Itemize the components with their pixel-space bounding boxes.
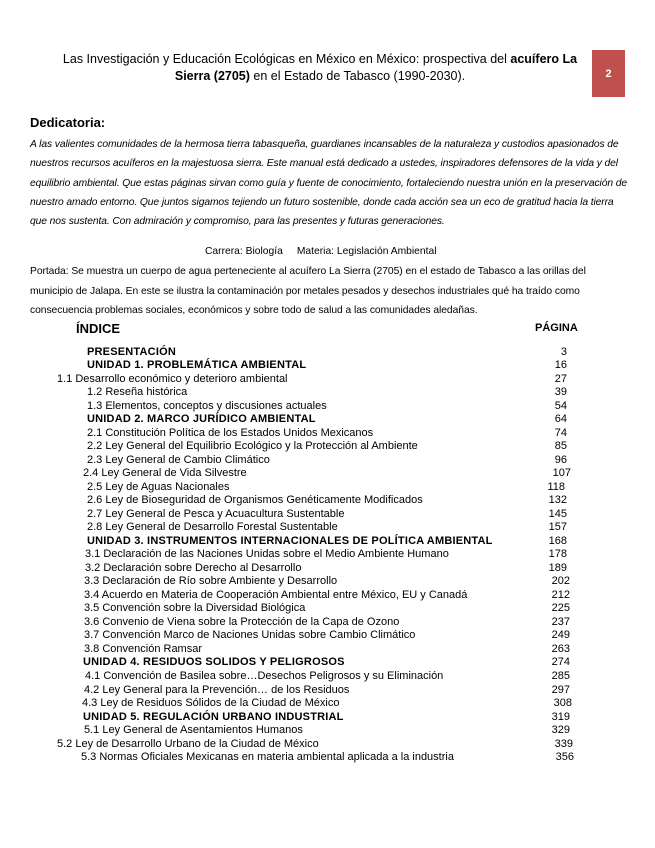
- cover-description: Portada: Se muestra un cuerpo de agua perteneciente al acuífero La Sierra (2705) en el estado de Tabasco a las orillas del municipio de Jalapa. En este se ilustra la contaminación por metales pesados y desechos industriales qué ha traído como consecuencia problemas sociales, económicos y sobre todo de salud a las comunidades aledañas.: [30, 266, 586, 316]
- toc-entry: [0, 751, 655, 765]
- toc-entry-page: 237: [551, 616, 570, 628]
- dedication-text: A las valientes comunidades de la hermosa tierra tabasqueña, guardianes incansables de la naturaleza y custodios apasionados de nuestros recursos acuíferos en la majestuosa sierra. Este manual está dedicado a ustedes, inspiradores defensores de la vida y del equilibrio ambiental. Que estas páginas sirvan como guía y fuente de conocimiento, fortaleciendo nuestra unión en la preservación de nuestro amado entorno. Que juntos sigamos tejiendo un futuro sostenible, donde cada acción sea un eco de gratitud hacia la tierra que nos sustenta. Con admiración y compromiso, para las presentes y futuras generaciones.: [30, 139, 627, 228]
- toc-entry-page: 329: [551, 724, 570, 736]
- toc-entry: [0, 629, 655, 643]
- toc-entry-page: 339: [554, 738, 573, 750]
- dedication-heading: Dedicatoria:: [30, 115, 106, 130]
- toc-entry-page: 285: [551, 670, 570, 682]
- toc-entry-page: 189: [548, 562, 567, 574]
- toc-entry-label: UNIDAD 3. INSTRUMENTOS INTERNACIONALES DE POLÍTICA AMBIENTAL: [87, 535, 493, 547]
- document-title: [55, 51, 585, 85]
- toc-entry-label: PRESENTACIÓN: [87, 346, 176, 358]
- toc-entry-label: 2.5 Ley de Aguas Nacionales: [87, 481, 230, 493]
- toc-entry-label: 4.2 Ley General para la Prevención… de los Residuos: [84, 684, 350, 696]
- toc-entry-label: 3.1 Declaración de las Naciones Unidas sobre el Medio Ambiente Humano: [85, 548, 449, 560]
- toc-entry-page: 212: [551, 589, 570, 601]
- toc-entry-page: 16: [554, 359, 567, 371]
- toc-entry: [0, 575, 655, 589]
- toc-entry: [0, 413, 655, 427]
- toc-entry-label: 3.8 Convención Ramsar: [84, 643, 203, 655]
- toc-entry: [0, 400, 655, 414]
- toc-entry-label: 4.1 Convención de Basilea sobre…Desechos Peligrosos y su Eliminación: [85, 670, 444, 682]
- toc-entry: [0, 616, 655, 630]
- toc-entry: [0, 738, 655, 752]
- toc-entry-page: 27: [554, 373, 567, 385]
- toc-entry-label: 5.1 Ley General de Asentamientos Humanos: [84, 724, 303, 736]
- toc-entry-label: 5.2 Ley de Desarrollo Urbano de la Ciudad de México: [57, 738, 319, 750]
- toc-entry-page: 319: [551, 711, 570, 723]
- toc-entry-label: UNIDAD 2. MARCO JURÍDICO AMBIENTAL: [87, 413, 316, 425]
- toc-entry: [0, 373, 655, 387]
- toc-entry: [0, 548, 655, 562]
- toc-entry-page: 168: [548, 535, 567, 547]
- career-label: Carrera: Biología: [205, 246, 283, 257]
- toc-entry-label: 3.2 Declaración sobre Derecho al Desarrollo: [85, 562, 302, 574]
- subject-label: Materia: Legislación Ambiental: [296, 246, 437, 257]
- toc-entry: [0, 508, 655, 522]
- toc-entry-label: 2.1 Constitución Política de los Estados Unidos Mexicanos: [87, 427, 374, 439]
- toc-entry: [0, 602, 655, 616]
- toc-entry: [0, 440, 655, 454]
- career-subject-line: [205, 246, 437, 257]
- toc-entry-page: 274: [551, 656, 570, 668]
- page-number-badge: 2: [592, 50, 625, 97]
- toc-entry-page: 202: [551, 575, 570, 587]
- toc-entry: [0, 724, 655, 738]
- toc-entry: [0, 346, 655, 360]
- toc-entry-page: 107: [552, 467, 571, 479]
- title-text-start: Las Investigación y Educación Ecológicas en México en México: prospectiva del: [62, 52, 511, 66]
- toc-entry-label: 1.2 Reseña histórica: [87, 386, 188, 398]
- toc-entry-page: 178: [548, 548, 567, 560]
- toc-entry-page: 145: [548, 508, 567, 520]
- toc-entry-label: 3.5 Convención sobre la Diversidad Biológica: [84, 602, 306, 614]
- toc-entry-label: 2.2 Ley General del Equilibrio Ecológico y la Protección al Ambiente: [87, 440, 418, 452]
- toc-entry: [0, 467, 655, 481]
- toc-entry: [0, 589, 655, 603]
- toc-entry-label: UNIDAD 5. REGULACIÓN URBANO INDUSTRIAL: [83, 711, 344, 723]
- toc-entry-label: 3.7 Convención Marco de Naciones Unidas sobre Cambio Climático: [84, 629, 416, 641]
- toc-entry-page: 39: [554, 386, 567, 398]
- toc-entry-page: 263: [551, 643, 570, 655]
- toc-entry-label: 2.3 Ley General de Cambio Climático: [87, 454, 270, 466]
- toc-entry-page: 356: [555, 751, 574, 763]
- toc-entry: [0, 386, 655, 400]
- toc-entry-page: 64: [554, 413, 567, 425]
- toc-entry: [0, 670, 655, 684]
- toc-entry: [0, 684, 655, 698]
- toc-entry-page: 308: [553, 697, 572, 709]
- toc-entry: [0, 454, 655, 468]
- toc-entry: [0, 643, 655, 657]
- toc-entry-label: 1.3 Elementos, conceptos y discusiones actuales: [87, 400, 327, 412]
- toc-entry-page: 74: [554, 427, 567, 439]
- toc-entry-page: 297: [551, 684, 570, 696]
- toc-entry: [0, 562, 655, 576]
- toc-entry-page: 118: [547, 481, 565, 493]
- toc-entry: [0, 427, 655, 441]
- toc-entry-label: 2.8 Ley General de Desarrollo Forestal Sustentable: [87, 521, 338, 533]
- title-text-bold: acuífero La Sierra (2705): [174, 52, 578, 83]
- toc-entry-label: 3.4 Acuerdo en Materia de Cooperación Ambiental entre México, EU y Canadá: [84, 589, 468, 601]
- toc-entry-label: 3.3 Declaración de Río sobre Ambiente y Desarrollo: [84, 575, 338, 587]
- toc-entry-label: 3.6 Convenio de Viena sobre la Protección de la Capa de Ozono: [84, 616, 400, 628]
- toc-entry-page: 85: [554, 440, 567, 452]
- toc-entry-page: 132: [548, 494, 567, 506]
- toc-entry-label: 2.6 Ley de Bioseguridad de Organismos Genéticamente Modificados: [87, 494, 423, 506]
- toc-entry: [0, 697, 655, 711]
- toc-entry-label: 2.7 Ley General de Pesca y Acuacultura Sustentable: [87, 508, 345, 520]
- toc-entry: [0, 359, 655, 373]
- toc-entry-label: UNIDAD 4. RESIDUOS SOLIDOS Y PELIGROSOS: [83, 656, 345, 668]
- toc-entry: [0, 711, 655, 725]
- toc-entry: [0, 494, 655, 508]
- toc-entry-page: 3: [560, 346, 567, 358]
- toc-entry: [0, 521, 655, 535]
- title-text-end: en el Estado de Tabasco (1990-2030).: [249, 69, 466, 83]
- toc-entry-page: 96: [554, 454, 567, 466]
- toc-entry-label: 1.1 Desarrollo económico y deterioro ambiental: [57, 373, 288, 385]
- page-column-title: PÁGINA: [535, 322, 578, 334]
- toc-entry-page: 157: [548, 521, 567, 533]
- toc-entry-page: 54: [554, 400, 567, 412]
- toc-entry-label: 5.3 Normas Oficiales Mexicanas en materia ambiental aplicada a la industria: [81, 751, 454, 763]
- toc-entry-label: UNIDAD 1. PROBLEMÁTICA AMBIENTAL: [87, 359, 307, 371]
- toc-entry-label: 4.3 Ley de Residuos Sólidos de la Ciudad de México: [82, 697, 340, 709]
- toc-entry-label: 2.4 Ley General de Vida Silvestre: [83, 467, 247, 479]
- toc-entry: [0, 481, 655, 495]
- toc-entry-page: 249: [551, 629, 570, 641]
- index-title: ÍNDICE: [76, 321, 121, 336]
- toc-entry-page: 225: [551, 602, 570, 614]
- toc-entry: [0, 535, 655, 549]
- toc-entry: [0, 656, 655, 670]
